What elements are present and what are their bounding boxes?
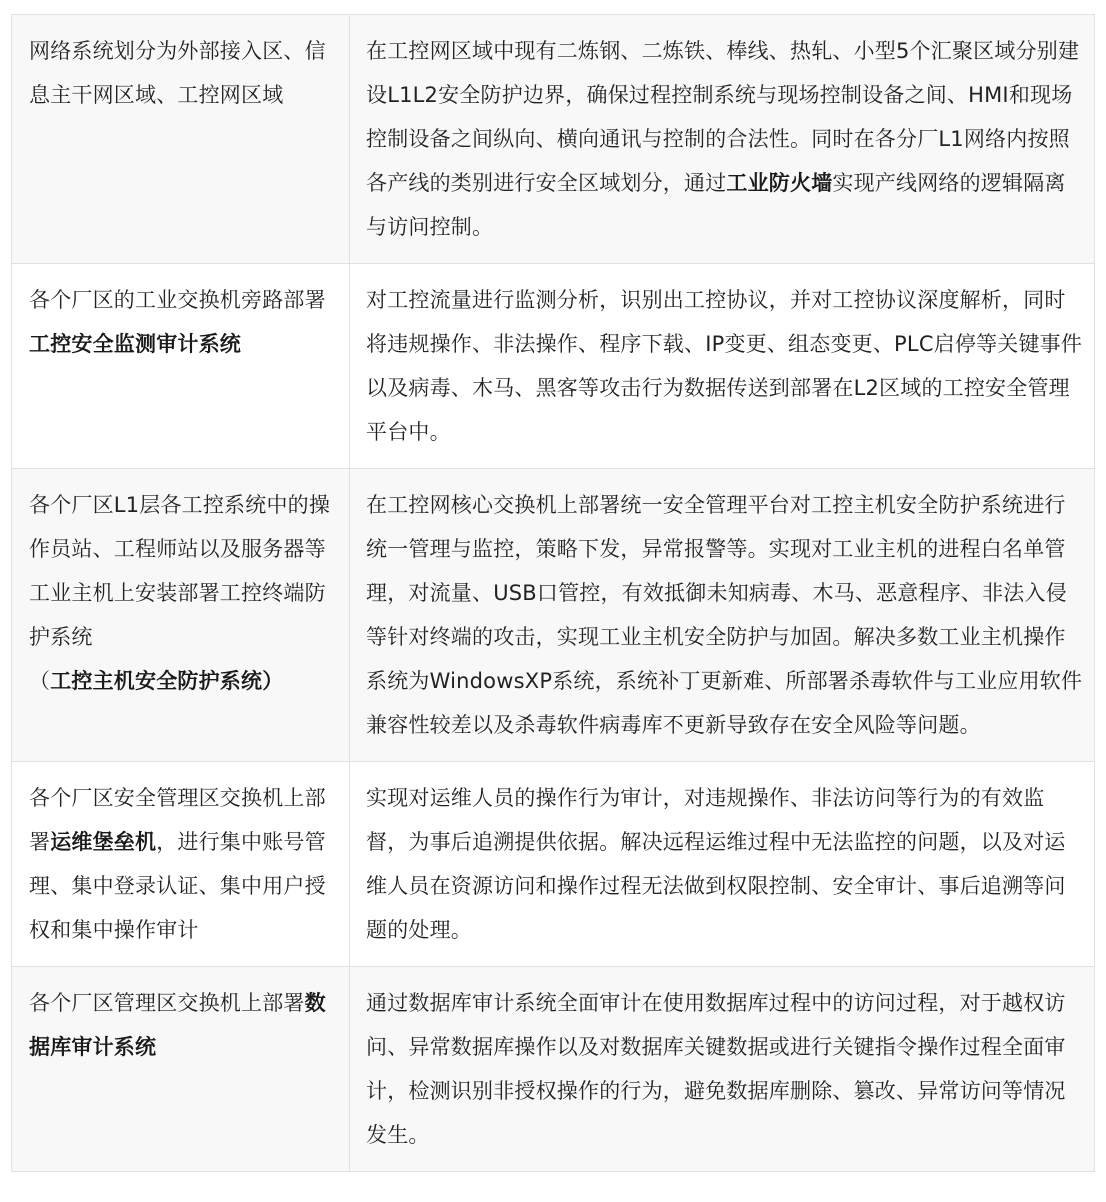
table-row	[12, 469, 1095, 762]
measure-cell	[12, 15, 350, 264]
description-cell	[350, 15, 1095, 264]
cell-text: 对工控流量进行监测分析，识别出工控协议，并对工控协议深度解析，同时将违规操作、非法操作、程序下载、IP变更、组态变更、PLC启停等关键事件以及病毒、木马、黑客等攻击行为数据传送到部署在L2区域的工控安全管理平台中。	[366, 288, 1083, 444]
table-row	[12, 264, 1095, 469]
measure-cell	[12, 469, 350, 762]
security-measures-table	[11, 14, 1095, 1172]
table-row	[12, 967, 1095, 1172]
highlight-term: 工控安全监测审计系统	[29, 332, 241, 356]
cell-text: 在工控网核心交换机上部署统一安全管理平台对工控主机安全防护系统进行统一管理与监控，策略下发，异常报警等。实现对工业主机的进程白名单管理，对流量、USB口管控，有效抵御未知病毒、木马、恶意程序、非法入侵等针对终端的攻击，实现工业主机安全防护与加固。解决多数工业主机操作系统为WindowsXP系统，系统补丁更新难、所部署杀毒软件与工业应用软件兼容性较差以及杀毒软件病毒库不更新导致存在安全风险等问题。	[366, 493, 1083, 737]
table-row	[12, 15, 1095, 264]
cell-text: 各个厂区安全管理区交换机上部署	[29, 786, 326, 854]
description-cell	[350, 967, 1095, 1172]
cell-text: 网络系统划分为外部接入区、信息主干网区域、工控网区域	[29, 39, 326, 107]
highlight-term: 运维堡垒机	[50, 830, 157, 854]
cell-text: 实现产线网络的逻辑隔离与访问控制。	[366, 171, 1066, 239]
cell-text: 各个厂区的工业交换机旁路部署	[29, 288, 326, 312]
description-cell	[350, 762, 1095, 967]
cell-text: 各个厂区管理区交换机上部署	[29, 991, 305, 1015]
measure-cell	[12, 264, 350, 469]
cell-text: 各个厂区L1层各工控系统中的操作员站、工程师站以及服务器等工业主机上安装部署工控终端防护系统（	[29, 493, 331, 693]
highlight-term: 工业防火墙	[726, 171, 833, 195]
cell-text: 在工控网区域中现有二炼钢、二炼铁、棒线、热轧、小型5个汇聚区域分别建设L1L2安全防护边界，确保过程控制系统与现场控制设备之间、HMI和现场控制设备之间纵向、横向通讯与控制的合法性。同时在各分厂L1网络内按照各产线的类别进行安全区域划分，通过	[366, 39, 1080, 195]
cell-text: 通过数据库审计系统全面审计在使用数据库过程中的访问过程，对于越权访问、异常数据库操作以及对数据库关键数据或进行关键指令操作过程全面审计，检测识别非授权操作的行为，避免数据库删除、篡改、异常访问等情况发生。	[366, 991, 1066, 1147]
measure-cell	[12, 967, 350, 1172]
description-cell	[350, 264, 1095, 469]
description-cell	[350, 469, 1095, 762]
highlight-term: 工控主机安全防护系统）	[50, 669, 284, 693]
table-row	[12, 762, 1095, 967]
highlight-term: 数据库审计系统	[29, 991, 326, 1059]
cell-text: 实现对运维人员的操作行为审计，对违规操作、非法访问等行为的有效监督，为事后追溯提供依据。解决远程运维过程中无法监控的问题，以及对运维人员在资源访问和操作过程无法做到权限控制、安全审计、事后追溯等问题的处理。	[366, 786, 1066, 942]
measure-cell	[12, 762, 350, 967]
cell-text: ，进行集中账号管理、集中登录认证、集中用户授权和集中操作审计	[29, 830, 326, 942]
